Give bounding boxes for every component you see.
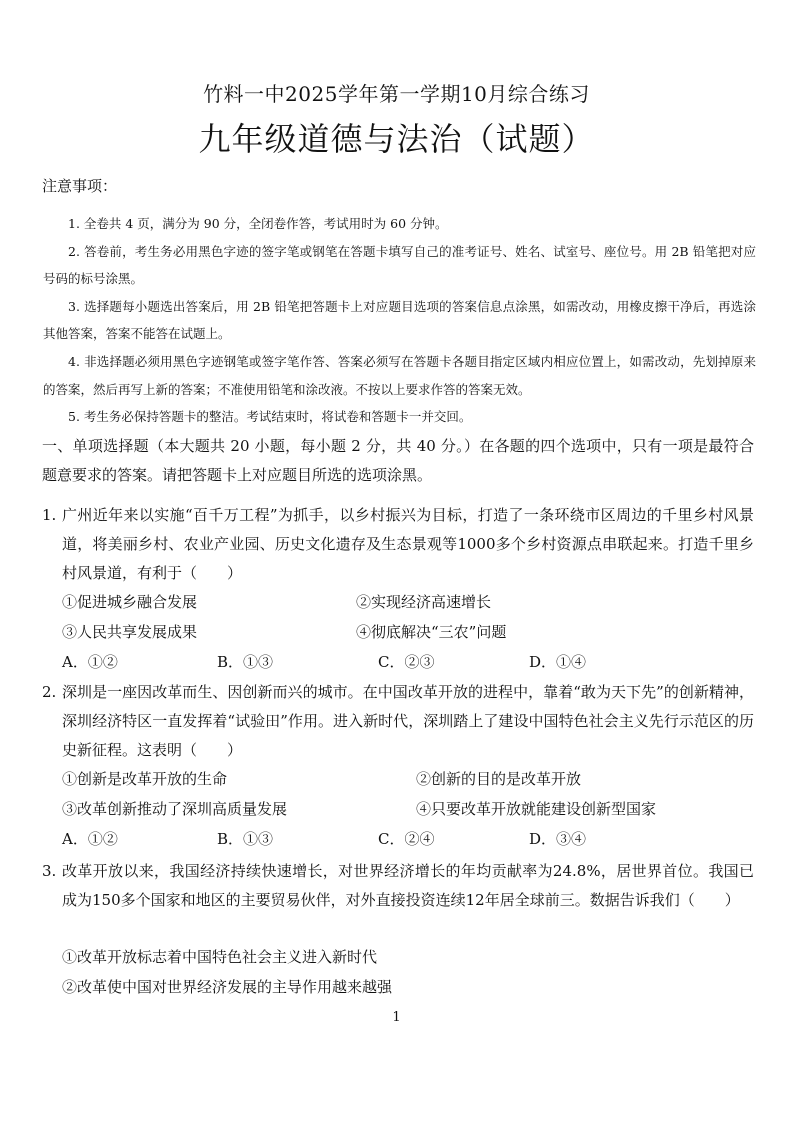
question-option: ②实现经济高速增长 bbox=[356, 593, 492, 611]
notice-item: 1. 全卷共 4 页，满分为 90 分，全闭卷作答，考试用时为 60 分钟。 bbox=[68, 216, 448, 231]
page-number: 1 bbox=[392, 1010, 401, 1025]
question-option: ①创新是改革开放的生命 bbox=[62, 770, 228, 788]
exam-title: 九年级道德与法治（试题） bbox=[198, 120, 595, 158]
question-number: 3. bbox=[42, 862, 57, 880]
question-1 bbox=[42, 501, 754, 588]
notice-item: 2. 答卷前，考生务必用黑色字迹的签字笔或钢笔在答题卡填写自己的准考证号、姓名、试室号、座位号。用 2B 铅笔把对应号码的标号涂黑。 bbox=[43, 243, 756, 287]
question-option: ②改革使中国对世界经济发展的主导作用越来越强 bbox=[62, 978, 393, 996]
question-option: ④只要改革开放就能建设创新型国家 bbox=[416, 800, 657, 818]
question-option: ①促进城乡融合发展 bbox=[62, 593, 198, 611]
question-stem: 改革开放以来，我国经济持续快速增长，对世界经济增长的年均贡献率为24.8%，居世界首位。我国已成为150多个国家和地区的主要贸易伙伴，对外直接投资连续12年居全球前三。数据告诉我们（ ） bbox=[62, 862, 754, 909]
answer-choice: D．①④ bbox=[529, 653, 587, 671]
question-stem: 深圳是一座因改革而生、因创新而兴的城市。在中国改革开放的进程中，靠着“敢为天下先”的创新精神，深圳经济特区一直发挥着“试验田”作用。进入新时代，深圳踏上了建设中国特色社会主义先行示范区的历史新征程。这表明（ ） bbox=[62, 683, 754, 759]
answer-choice: D．③④ bbox=[529, 830, 587, 848]
answer-choice: A．①② bbox=[62, 830, 118, 848]
section-heading: 一、单项选择题（本大题共 20 小题，每小题 2 分，共 40 分。）在各题的四个选项中，只有一项是最符合题意要求的答案。请把答题卡上对应题目所选的选项涂黑。 bbox=[42, 437, 754, 484]
exam-subtitle: 竹料一中2025学年第一学期10月综合练习 bbox=[203, 82, 590, 106]
notice-item: 3. 选择题每小题选出答案后，用 2B 铅笔把答题卡上对应题目选项的答案信息点涂黑，如需改动，用橡皮擦干净后，再选涂其他答案，答案不能答在试题上。 bbox=[43, 298, 756, 342]
question-option: ①改革开放标志着中国特色社会主义进入新时代 bbox=[62, 948, 378, 966]
answer-choice: B．①③ bbox=[217, 653, 274, 671]
answer-choice: C．②③ bbox=[378, 653, 435, 671]
question-3 bbox=[42, 857, 754, 915]
answer-choice: B．①③ bbox=[217, 830, 274, 848]
question-stem: 广州近年来以实施“百千万工程”为抓手，以乡村振兴为目标，打造了一条环绕市区周边的千里乡村风景道，将美丽乡村、农业产业园、历史文化遗存及生态景观等1000多个乡村资源点串联起来。打造千里乡村风景道，有利于（ ） bbox=[62, 506, 754, 582]
question-option: ③改革创新推动了深圳高质量发展 bbox=[62, 800, 288, 818]
notice-item: 4. 非选择题必须用黑色字迹钢笔或签字笔作答、答案必须写在答题卡各题目指定区域内相应位置上，如需改动，先划掉原来的答案，然后再写上新的答案；不准使用铅笔和涂改液。不按以上要求作答的答案无效。 bbox=[43, 353, 756, 397]
question-number: 1. bbox=[42, 506, 57, 524]
question-number: 2. bbox=[42, 683, 57, 701]
notice-heading: 注意事项： bbox=[42, 177, 118, 195]
question-option: ②创新的目的是改革开放 bbox=[416, 770, 582, 788]
answer-choice: C．②④ bbox=[378, 830, 435, 848]
question-option: ④彻底解决“三农”问题 bbox=[356, 623, 507, 641]
notice-item: 5. 考生务必保持答题卡的整洁。考试结束时，将试卷和答题卡一并交回。 bbox=[68, 409, 472, 425]
question-option: ③人民共享发展成果 bbox=[62, 623, 198, 641]
question-2 bbox=[42, 678, 754, 765]
notice-list bbox=[43, 210, 756, 431]
answer-choice: A．①② bbox=[62, 653, 118, 671]
